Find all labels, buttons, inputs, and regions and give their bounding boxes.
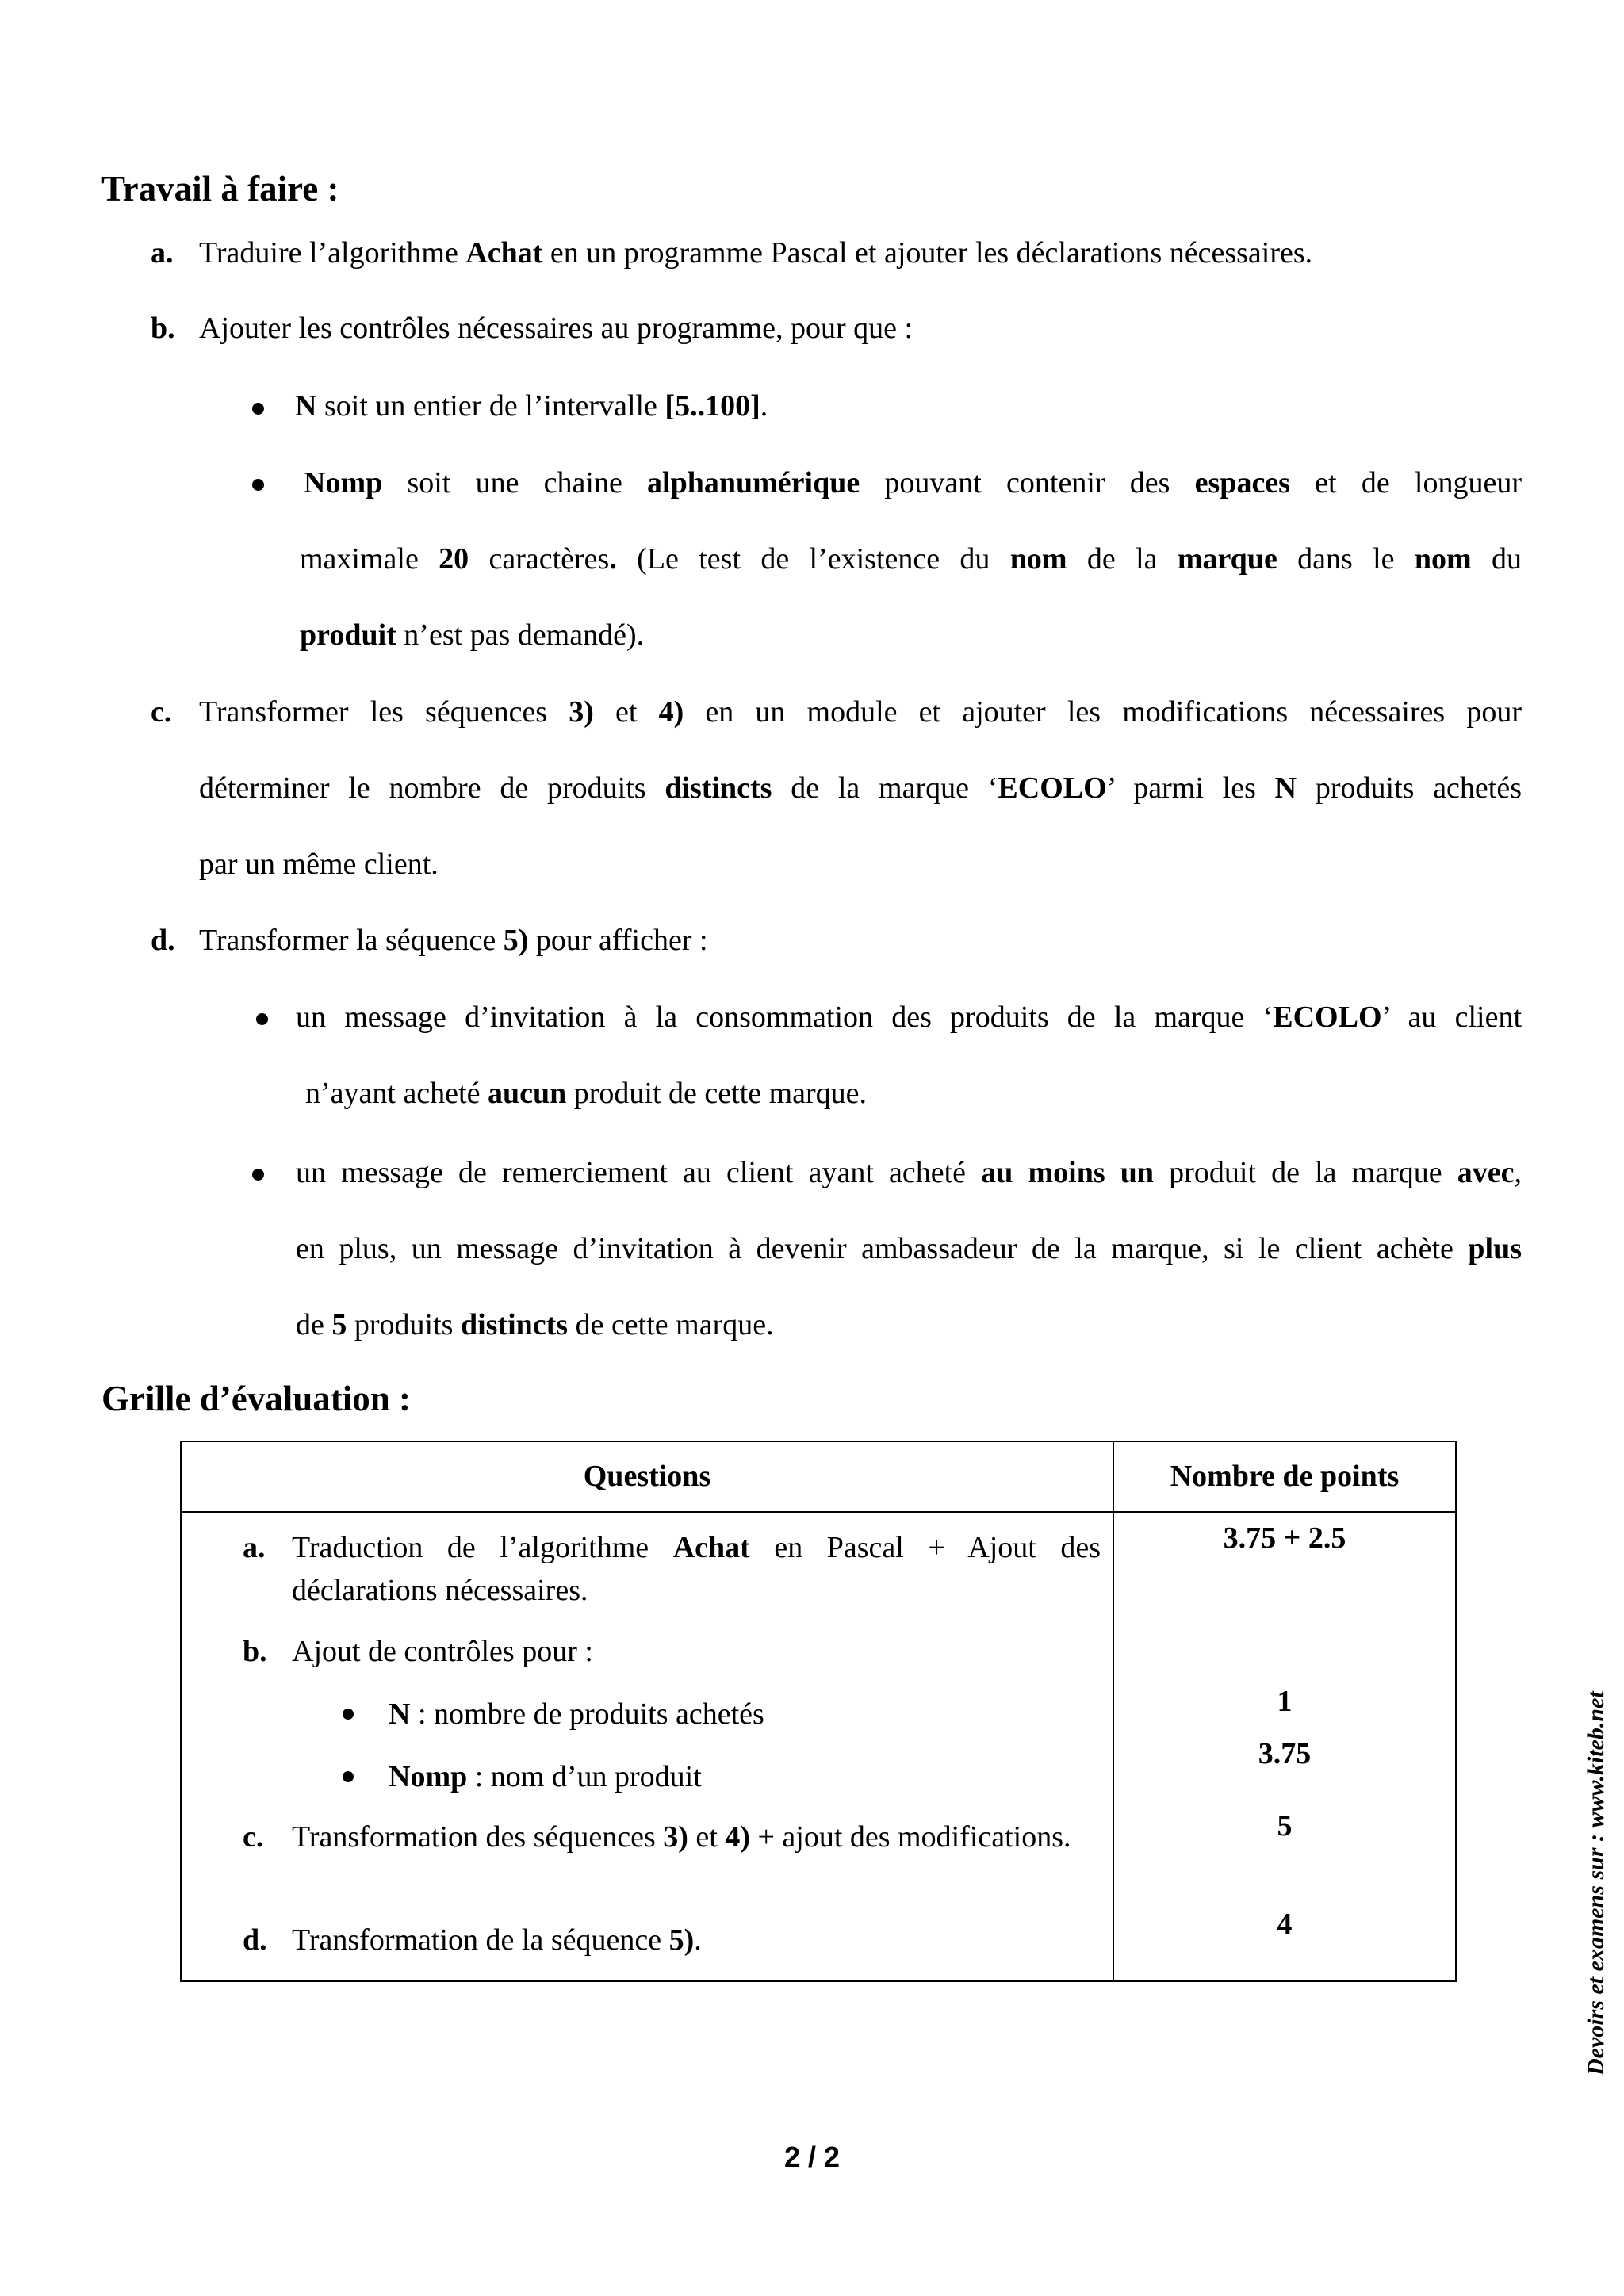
item-d-bullet1-line1: un message d’invitation à la consommation des produits de la marque ‘ECOLO’ au client: [296, 1001, 1522, 1034]
item-marker-d: d.: [151, 924, 175, 957]
item-b-bullet2-line1: Nomp soit une chaine alphanumérique pouvant contenir des espaces et de longueur: [304, 466, 1522, 499]
item-c-line3: par un même client.: [199, 848, 439, 881]
item-d-bullet2-line1: un message de remerciement au client ayant acheté au moins un produit de la marque avec,: [296, 1156, 1522, 1189]
item-d-bullet1-line2: n’ayant acheté aucun produit de cette marque.: [305, 1077, 868, 1110]
bullet-icon: [252, 1169, 264, 1181]
bullet-icon: [252, 479, 264, 491]
row-b-bullet1-text: N : nombre de produits achetés: [389, 1697, 764, 1731]
row-a-points: 3.75 + 2.5: [1223, 1521, 1346, 1555]
row-marker-b: b.: [243, 1635, 267, 1668]
item-marker-a: a.: [151, 236, 174, 270]
row-b-bullet2-points: 3.75: [1258, 1737, 1312, 1770]
row-b-bullet1-points: 1: [1277, 1685, 1293, 1718]
row-c-text: Transformation des séquences 3) et 4) + ajout des modifications.: [292, 1820, 1071, 1854]
item-c-line1: Transformer les séquences 3) et 4) en un module et ajouter les modifications nécessaires pour: [199, 695, 1522, 729]
bullet-icon: [343, 1771, 354, 1782]
item-d-text: Transformer la séquence 5) pour afficher :: [199, 924, 708, 957]
page-number: 2 / 2: [783, 2141, 841, 2173]
item-a-text: Traduire l’algorithme Achat en un programme Pascal et ajouter les déclarations nécessaires.: [199, 236, 1313, 270]
item-marker-c: c.: [151, 695, 172, 729]
row-d-points: 4: [1277, 1908, 1293, 1941]
header-questions: Questions: [583, 1460, 711, 1493]
row-d-text: Transformation de la séquence 5).: [292, 1923, 702, 1957]
item-d-bullet2-line3: de 5 produits distincts de cette marque.: [296, 1308, 774, 1341]
header-divider: [180, 1511, 1457, 1513]
row-b-bullet2-text: Nomp : nom d’un produit: [389, 1760, 702, 1793]
item-b-bullet1: N soit un entier de l’intervalle [5..100].: [295, 389, 768, 423]
item-c-line2: déterminer le nombre de produits distincts de la marque ‘ECOLO’ parmi les N produits achetés: [199, 771, 1522, 805]
item-b-text: Ajouter les contrôles nécessaires au programme, pour que :: [199, 312, 914, 345]
item-b-bullet2-line3: produit n’est pas demandé).: [300, 618, 645, 652]
bullet-icon: [252, 403, 264, 415]
header-points: Nombre de points: [1170, 1460, 1400, 1493]
section-title-grille: Grille d’évaluation :: [102, 1379, 411, 1418]
row-marker-c: c.: [243, 1820, 264, 1854]
side-watermark: Devoirs et examens sur : www.kiteb.net: [1583, 1691, 1609, 2076]
item-d-bullet2-line2: en plus, un message d’invitation à devenir ambassadeur de la marque, si le client achète plus: [296, 1232, 1522, 1265]
row-c-points: 5: [1277, 1809, 1293, 1843]
bullet-icon: [256, 1013, 268, 1025]
item-marker-b: b.: [151, 312, 175, 345]
row-marker-a: a.: [243, 1531, 266, 1564]
row-marker-d: d.: [243, 1923, 267, 1957]
item-b-bullet2-line2: maximale 20 caractères. (Le test de l’existence du nom de la marque dans le nom du: [300, 542, 1522, 576]
row-b-text: Ajout de contrôles pour :: [292, 1635, 593, 1668]
section-title-travail: Travail à faire :: [102, 169, 339, 209]
bullet-icon: [343, 1709, 354, 1720]
row-a-text: Traduction de l’algorithme Achat en Pascal + Ajout des déclarations nécessaires.: [292, 1531, 1101, 1607]
